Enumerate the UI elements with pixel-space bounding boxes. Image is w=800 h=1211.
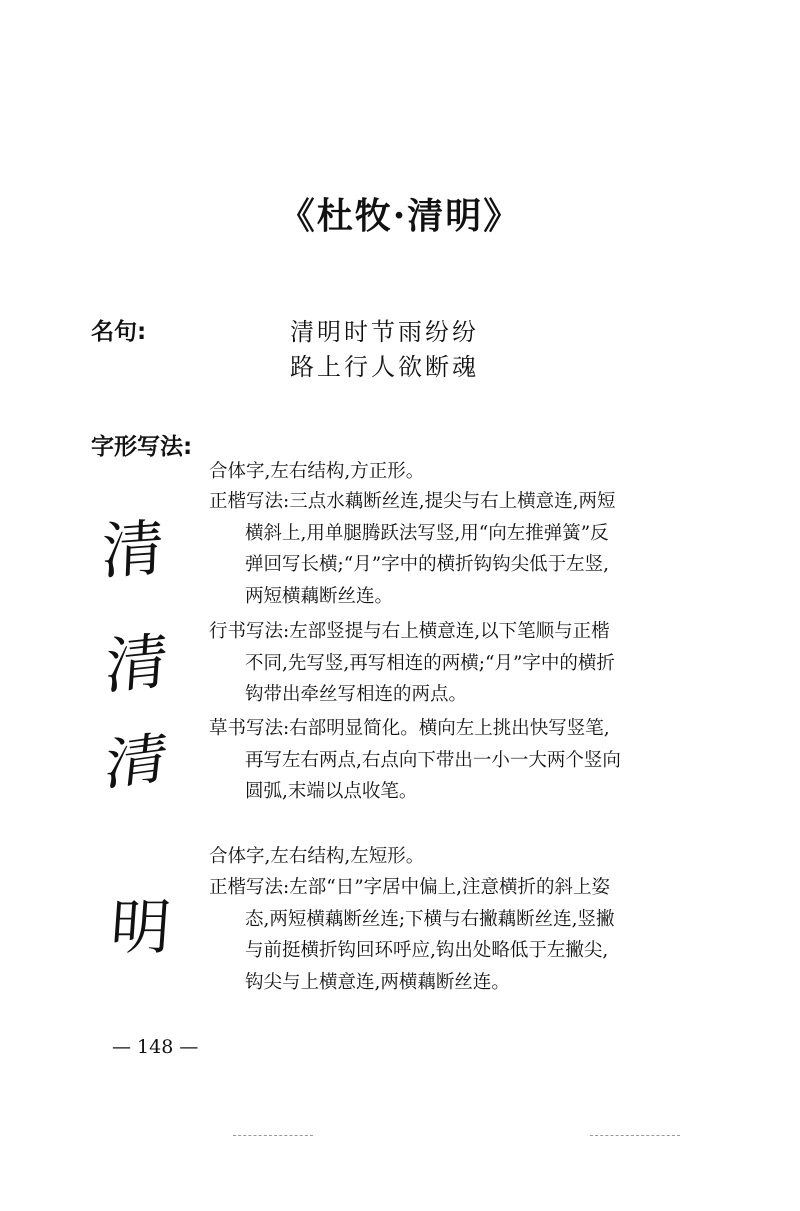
qing-structure-text: 合体字,左右结构,方正形。	[209, 461, 425, 482]
ming-kaishu-description	[209, 872, 709, 998]
writing-section-label: 字形写法:	[91, 434, 193, 460]
qing-caoshu-description	[209, 713, 709, 808]
page-number: — 148 —	[112, 1036, 199, 1058]
ming-structure	[209, 841, 709, 873]
footer-divider	[590, 1135, 680, 1137]
qing-xingshu-line: 行书写法:左部竖提与右上横意连,以下笔顺与正楷	[209, 621, 610, 642]
qing-caoshu-line: 圆弧,末端以点收笔。	[245, 781, 418, 802]
qing-kaishu-line: 横斜上,用单腿腾跃法写竖,用“向左推弹簧”反	[245, 522, 609, 544]
qing-caoshu-glyph: 清	[101, 723, 172, 799]
famous-line-2: 路上行人欲断魂	[290, 353, 479, 381]
famous-line-label: 名句:	[91, 319, 147, 345]
qing-kaishu-line: 弹回写长横;“月”字中的横折钩钩尖低于左竖,	[245, 554, 610, 575]
qing-structure	[209, 456, 709, 488]
qing-kaishu-description	[209, 486, 709, 612]
qing-xingshu-line: 不同,先写竖,再写相连的两横;“月”字中的横折	[245, 652, 615, 674]
qing-kaishu-line: 正楷写法:三点水藕断丝连,提尖与右上横意连,两短	[209, 491, 616, 512]
ming-kaishu-glyph: 明	[108, 893, 174, 963]
footer-divider	[233, 1135, 313, 1137]
ming-structure-text: 合体字,左右结构,左短形。	[209, 846, 425, 867]
qing-xingshu-line: 钩带出牵丝写相连的两点。	[245, 684, 468, 705]
ming-kaishu-line: 与前挺横折钩回环呼应,钩出处略低于左撇尖,	[245, 940, 609, 961]
page-title: 《杜牧·清明》	[278, 195, 522, 237]
famous-line-1: 清明时节雨纷纷	[290, 318, 479, 346]
qing-kaishu-line: 两短横藕断丝连。	[245, 585, 394, 607]
ming-kaishu-line: 态,两短横藕断丝连;下横与右撇藕断丝连,竖撇	[245, 908, 615, 930]
ming-kaishu-line: 正楷写法:左部“日”字居中偏上,注意横折的斜上姿	[209, 877, 611, 898]
qing-kaishu-glyph: 清	[100, 510, 166, 589]
qing-caoshu-line: 草书写法:右部明显简化。横向左上挑出快写竖笔,	[209, 718, 610, 739]
qing-xingshu-description	[209, 616, 709, 711]
qing-xingshu-glyph: 清	[102, 623, 171, 704]
qing-caoshu-line: 再写左右两点,右点向下带出一小一大两个竖向	[245, 749, 621, 771]
ming-kaishu-line: 钩尖与上横意连,两横藕断丝连。	[245, 971, 510, 993]
